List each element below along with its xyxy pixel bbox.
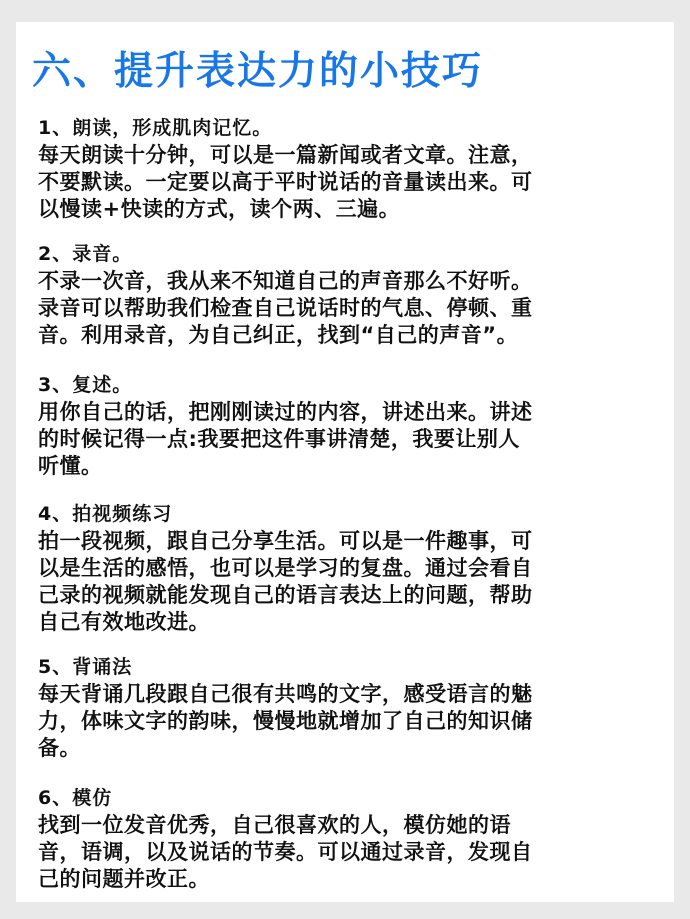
tip-heading: 1、朗读，形成肌肉记忆。: [38, 117, 273, 139]
tip-heading: 5、背诵法: [38, 656, 133, 678]
tip-heading: 6、模仿: [38, 787, 113, 809]
tip-section-1: [38, 114, 658, 223]
tip-text-line: 音。利用录音，为自己纠正，找到“自己的声音”。: [38, 323, 519, 347]
tip-text-line: 不要默读。一定要以高于平时说话的音量读出来。可: [38, 170, 533, 194]
tip-text-line: 的时候记得一点:我要把这件事讲清楚，我要让别人: [38, 427, 520, 451]
tip-heading: 2、录音。: [38, 243, 133, 265]
tip-section-3: [38, 371, 658, 480]
page-title: 六、提升表达力的小技巧: [32, 49, 484, 94]
tip-text-line: 以慢读+快读的方式，读个两、三遍。: [38, 197, 401, 221]
tip-section-6: [38, 784, 658, 893]
tip-section-4: [38, 500, 658, 636]
tip-section-2: [38, 240, 658, 349]
tip-text-line: 每天背诵几段跟自己很有共鸣的文字，感受语言的魅: [38, 682, 533, 706]
tip-text-line: 用你自己的话，把刚刚读过的内容，讲述出来。讲述: [38, 400, 533, 424]
tip-text-line: 音，语调，以及说话的节奏。可以通过录音，发现自: [38, 840, 533, 864]
tip-heading: 3、复述。: [38, 374, 133, 396]
tip-section-5: [38, 653, 658, 762]
tip-text-line: 找到一位发音优秀，自己很喜欢的人，模仿她的语: [38, 813, 511, 837]
tip-text-line: 己录的视频就能发现自己的语言表达上的问题，帮助: [38, 583, 533, 607]
tip-text-line: 以是生活的感悟，也可以是学习的复盘。通过会看自: [38, 556, 533, 580]
tip-text-line: 不录一次音，我从来不知道自己的声音那么不好听。: [38, 269, 533, 293]
tip-text-line: 备。: [38, 736, 81, 760]
tip-text-line: 力，体味文字的韵味，慢慢地就增加了自己的知识储: [38, 709, 533, 733]
tip-text-line: 自己有效地改进。: [38, 610, 210, 634]
tip-text-line: 录音可以帮助我们检查自己说话时的气息、停顿、重: [38, 296, 533, 320]
tip-heading: 4、拍视频练习: [38, 503, 173, 525]
tip-text-line: 听懂。: [38, 454, 103, 478]
tip-text-line: 拍一段视频，跟自己分享生活。可以是一件趣事，可: [38, 529, 533, 553]
tip-text-line: 己的问题并改正。: [38, 867, 210, 891]
tip-text-line: 每天朗读十分钟，可以是一篇新闻或者文章。注意，: [38, 143, 533, 167]
